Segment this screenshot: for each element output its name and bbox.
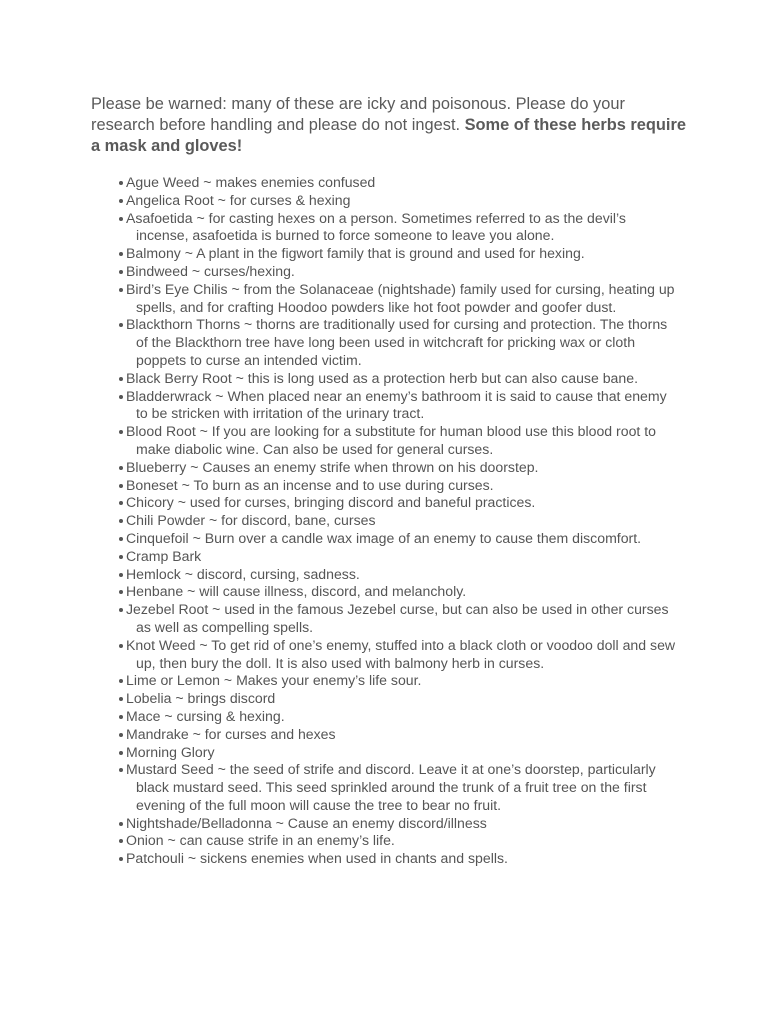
- warning-paragraph: [91, 94, 691, 157]
- warning-bold-text: Some of these herbs require a mask and gloves!: [91, 116, 686, 155]
- list-item: Chicory ~ used for curses, bringing discord and baneful practices.: [116, 494, 676, 512]
- herb-list: [116, 174, 676, 868]
- list-item: Chili Powder ~ for discord, bane, curses: [116, 512, 676, 530]
- list-item: Henbane ~ will cause illness, discord, and melancholy.: [116, 583, 676, 601]
- list-item: Cinquefoil ~ Burn over a candle wax image of an enemy to cause them discomfort.: [116, 530, 676, 548]
- list-item: Jezebel Root ~ used in the famous Jezebel curse, but can also be used in other curses as well as compelling spells.: [116, 601, 676, 637]
- list-item: Blackthorn Thorns ~ thorns are traditionally used for cursing and protection. The thorns of the Blackthorn tree have long been used in witchcraft for pricking wax or cloth poppets to curse an intended victim.: [116, 316, 676, 369]
- list-item: Nightshade/Belladonna ~ Cause an enemy discord/illness: [116, 815, 676, 833]
- list-item: Bladderwrack ~ When placed near an enemy’s bathroom it is said to cause that enemy to be stricken with irritation of the urinary tract.: [116, 388, 676, 424]
- list-item: Lime or Lemon ~ Makes your enemy’s life sour.: [116, 672, 676, 690]
- list-item: Boneset ~ To burn as an incense and to use during curses.: [116, 477, 676, 495]
- list-item: Lobelia ~ brings discord: [116, 690, 676, 708]
- warning-text: Please be warned: many of these are icky and poisonous. Please do your research before handling and please do not ingest.: [91, 95, 625, 134]
- list-item: Knot Weed ~ To get rid of one’s enemy, stuffed into a black cloth or voodoo doll and sew up, then bury the doll. It is also used with balmony herb in curses.: [116, 637, 676, 673]
- list-item: Mustard Seed ~ the seed of strife and discord. Leave it at one’s doorstep, particularly black mustard seed. This seed sprinkled around the trunk of a fruit tree on the first evening of the full moon will cause the tree to bear no fruit.: [116, 761, 676, 814]
- list-item: Morning Glory: [116, 744, 676, 762]
- list-item: Mandrake ~ for curses and hexes: [116, 726, 676, 744]
- list-item: Cramp Bark: [116, 548, 676, 566]
- list-item: Balmony ~ A plant in the figwort family that is ground and used for hexing.: [116, 245, 676, 263]
- list-item: Bindweed ~ curses/hexing.: [116, 263, 676, 281]
- list-item: Bird’s Eye Chilis ~ from the Solanaceae (nightshade) family used for cursing, heating up spells, and for crafting Hoodoo powders like hot foot powder and goofer dust.: [116, 281, 676, 317]
- list-item: Blueberry ~ Causes an enemy strife when thrown on his doorstep.: [116, 459, 676, 477]
- list-item: Ague Weed ~ makes enemies confused: [116, 174, 676, 192]
- list-item: Hemlock ~ discord, cursing, sadness.: [116, 566, 676, 584]
- list-item: Mace ~ cursing & hexing.: [116, 708, 676, 726]
- list-item: Angelica Root ~ for curses & hexing: [116, 192, 676, 210]
- list-item: Black Berry Root ~ this is long used as a protection herb but can also cause bane.: [116, 370, 676, 388]
- list-item: Patchouli ~ sickens enemies when used in chants and spells.: [116, 850, 676, 868]
- list-item: Onion ~ can cause strife in an enemy’s life.: [116, 832, 676, 850]
- list-item: Blood Root ~ If you are looking for a substitute for human blood use this blood root to make diabolic wine. Can also be used for general curses.: [116, 423, 676, 459]
- list-item: Asafoetida ~ for casting hexes on a person. Sometimes referred to as the devil’s incense, asafoetida is burned to force someone to leave you alone.: [116, 210, 676, 246]
